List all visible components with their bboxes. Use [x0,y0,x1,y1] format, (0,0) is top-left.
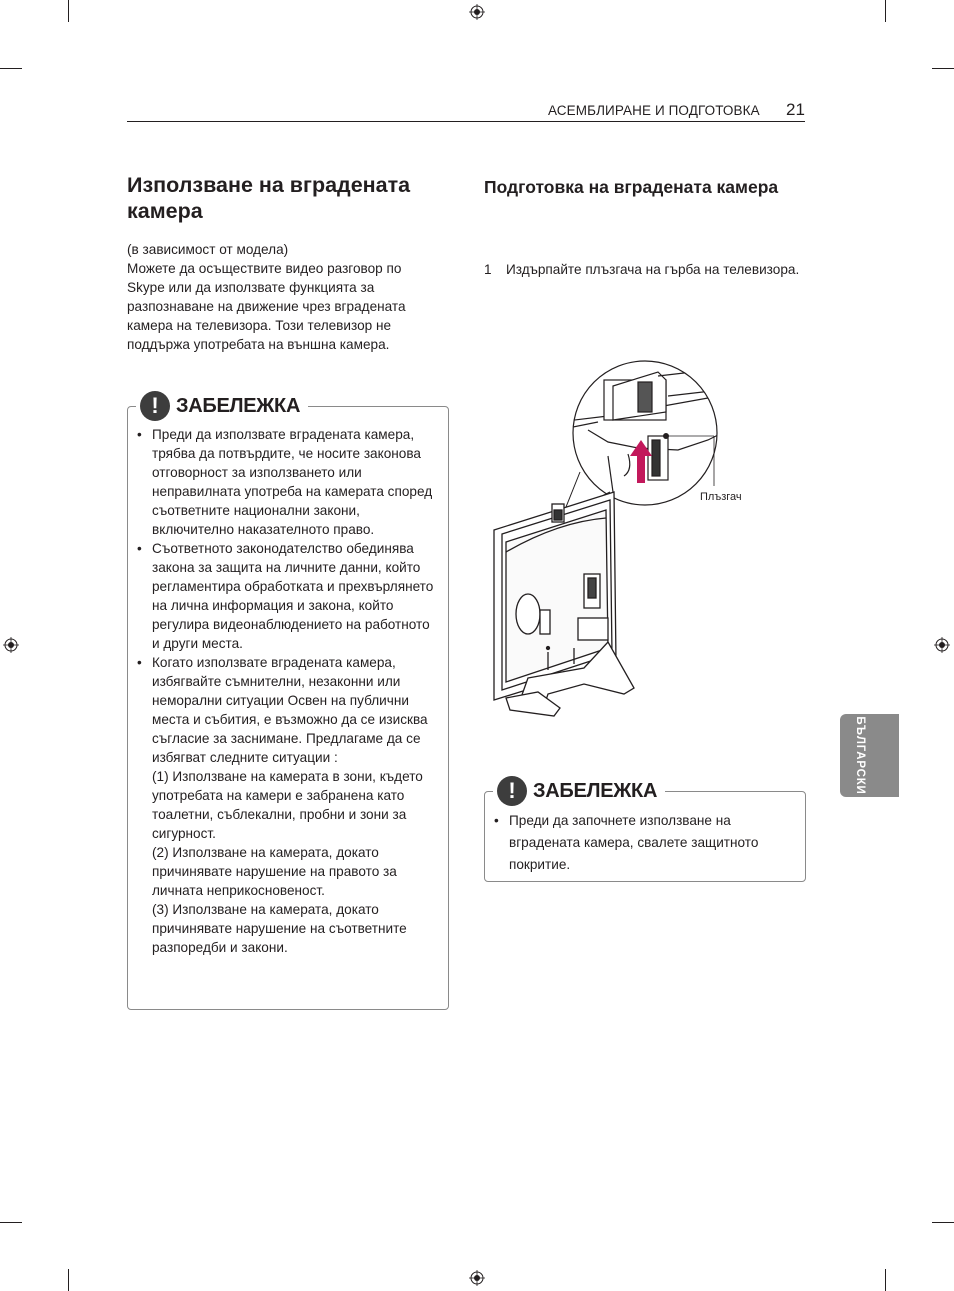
crop-mark [0,1222,22,1223]
note-header-left [136,391,308,421]
registration-mark-icon [3,637,19,653]
note-heading: ЗАБЕЛЕЖКА [533,779,658,802]
note-bullet: • Преди да използвате вградената камера, трябва да потвърдите, че носите законова отговорност за използването или неправилната употреба на камерата според съответните национални закони, включително наказателното право. [137,425,439,539]
registration-mark-icon [469,4,485,20]
intro-paragraph [127,240,437,354]
note-bullets-left [137,425,439,957]
header-divider [127,121,805,122]
note-content-left [137,425,439,957]
situation-item: (3) Използване на камерата, докато причинявате нарушение на съответните разпоредби и закони. [152,902,407,955]
language-tab-label: БЪЛГАРСКИ [854,716,866,795]
note-bullet: • Преди да започнете използване на вградената камера, свалете защитното покритие. [494,810,794,876]
slider-label: Плъзгач [700,491,742,503]
exclamation-icon: ! [140,391,170,421]
step-number: 1 [484,262,492,277]
page-number: 21 [786,100,805,119]
note-bullets-right [494,810,794,876]
section-title-right: Подготовка на вградената камера [484,177,779,197]
tv-camera-illustration [488,352,758,722]
crop-mark [68,1269,69,1291]
model-note: (в зависимост от модела) [127,242,289,257]
note-bullet-text: Когато използвате вградената камера, избягвайте съмнителни, незаконни или неморални ситуации Освен на публични места и събития, е възможно да се изисква съгласие за заснимане. Предлагаме да се избягват следните ситуации : [152,655,428,765]
registration-mark-icon [469,1270,485,1286]
step-text: Издърпайте плъзгача на гърба на телевизора. [506,262,800,277]
crop-mark [932,1222,954,1223]
exclamation-icon: ! [497,776,527,806]
note-content-right [494,810,794,876]
registration-mark-icon [934,637,950,653]
crop-mark [885,1269,886,1291]
note-heading: ЗАБЕЛЕЖКА [176,394,301,417]
note-bullet: • Съответното законодателство обединява закона за защита на личните данни, който регламентира обработката и прехвърлянето на лична информация и закона, който регулира видеонаблюдението на работното и други места. [137,539,439,653]
step-1 [484,260,804,280]
intro-text: Можете да осъществите видео разговор по Skype или да използвате функцията за разпознаване на движение чрез вградената камера на телевизора. Този телевизор не поддържа употребата на външна камера. [127,261,406,352]
crop-mark [68,0,69,22]
crop-mark [0,68,22,69]
crop-mark [932,68,954,69]
note-header-right [493,776,665,806]
section-header: АСЕМБЛИРАНЕ И ПОДГОТОВКА [548,103,760,118]
note-bullet [137,653,439,957]
section-title-left: Използване на вградената камера [127,173,411,223]
crop-mark [885,0,886,22]
situation-item: (1) Използване на камерата в зони, където употребата на камери е забранена като тоалетни, съблекални, пробни и зони за сигурност. [152,769,423,841]
situation-item: (2) Използване на камерата, докато причинявате нарушение на правото за личната неприкосновеност. [152,845,397,898]
